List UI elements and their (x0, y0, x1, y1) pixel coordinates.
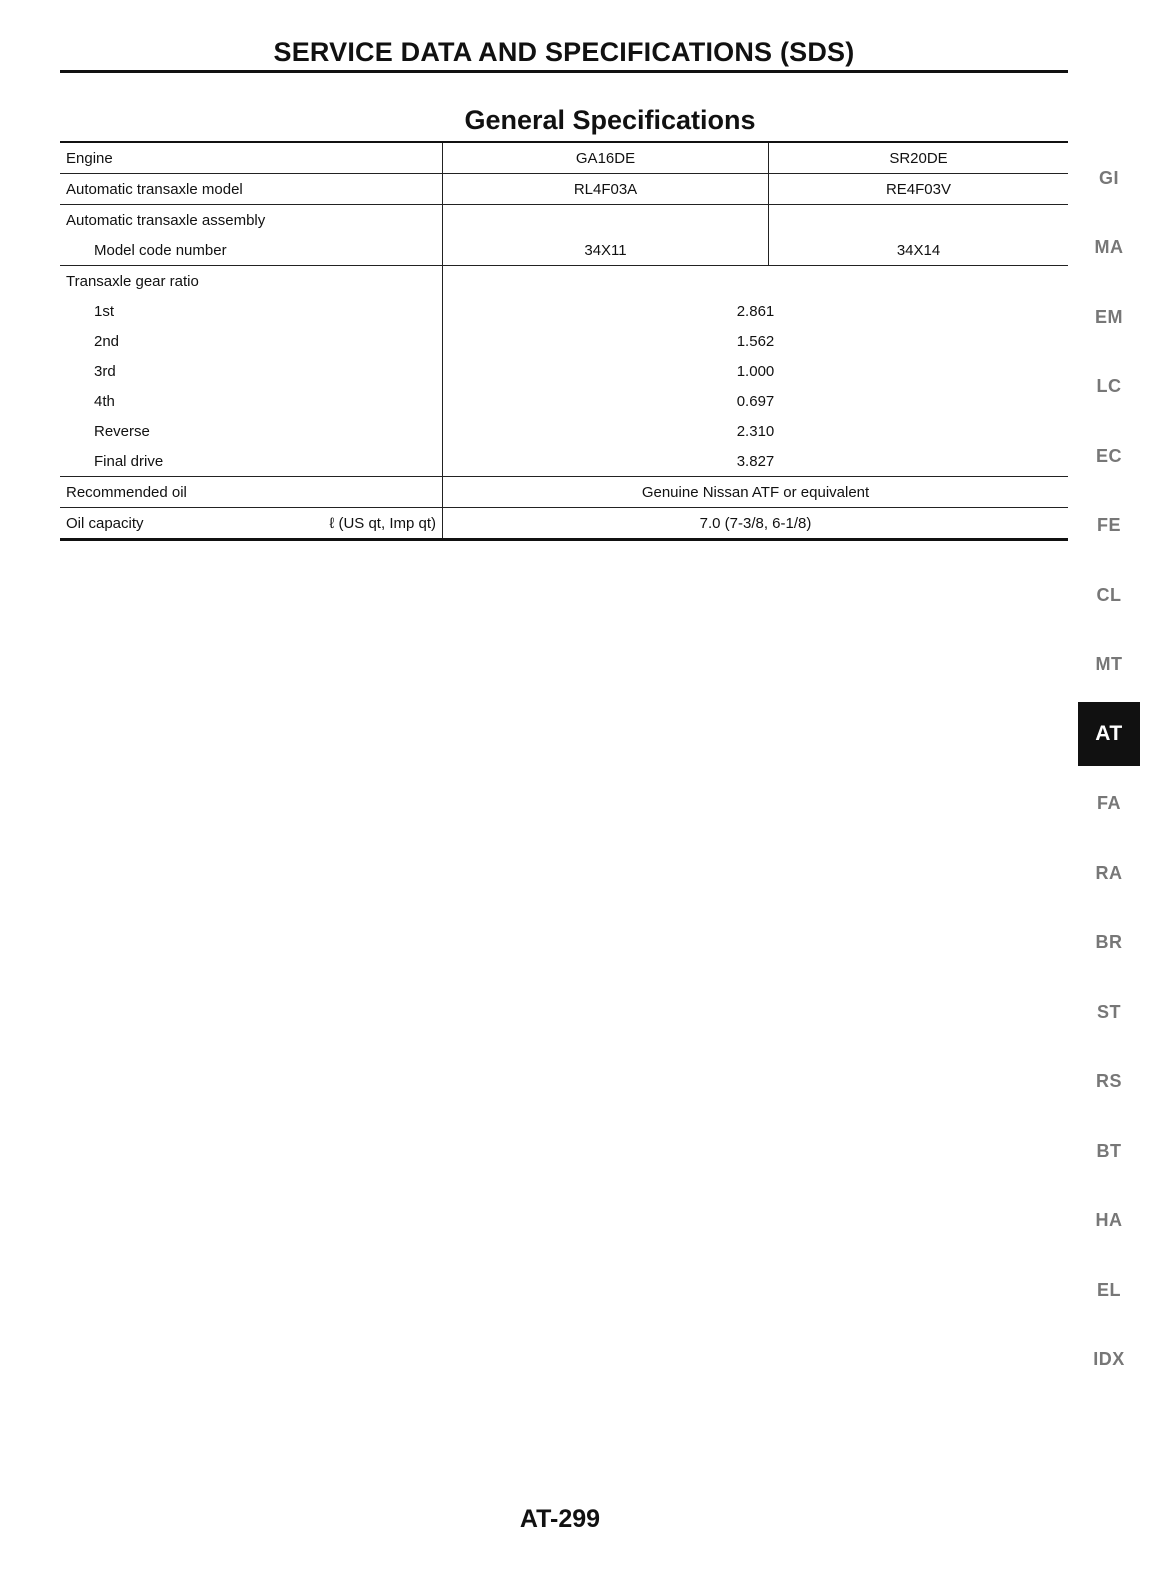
spec-table (60, 141, 1068, 541)
model-value-1: RL4F03A (443, 174, 769, 205)
side-tab-idx[interactable]: IDX (1093, 1349, 1125, 1369)
gear-value: 0.697 (443, 386, 1069, 416)
side-tab-st[interactable]: ST (1096, 1002, 1121, 1022)
gear-value: 2.310 (443, 416, 1069, 446)
gear-label: 1st (94, 302, 115, 320)
side-tab-fa[interactable]: FA (1096, 793, 1121, 813)
page-header: SERVICE DATA AND SPECIFICATIONS (SDS) (273, 37, 855, 67)
engine-value-1: GA16DE (443, 142, 769, 174)
gear-label: Reverse (94, 422, 150, 440)
table-row-code (60, 235, 1068, 266)
capacity-unit: ℓ (US qt, Imp qt) (329, 514, 436, 532)
engine-label: Engine (60, 142, 443, 174)
capacity-label: Oil capacity (66, 514, 144, 532)
table-row-assembly (60, 205, 1068, 236)
table-row-gear (60, 446, 1068, 477)
side-tab-cl[interactable]: CL (1096, 585, 1122, 605)
code-value-2: 34X14 (769, 235, 1069, 266)
side-tab-ec[interactable]: EC (1095, 446, 1122, 466)
table-row-oil (60, 477, 1068, 508)
table-row-capacity (60, 508, 1068, 540)
gear-value: 1.000 (443, 356, 1069, 386)
gear-value: 3.827 (443, 446, 1069, 477)
code-value-1: 34X11 (443, 235, 769, 266)
gear-value: 2.861 (443, 296, 1069, 326)
gear-value: 1.562 (443, 326, 1069, 356)
table-row-gear (60, 296, 1068, 326)
table-row-model (60, 174, 1068, 205)
section-title: General Specifications (464, 105, 756, 135)
gear-ratio-label: Transaxle gear ratio (60, 266, 443, 297)
side-tab-ra[interactable]: RA (1095, 863, 1123, 883)
side-tab-mt[interactable]: MT (1095, 654, 1123, 674)
side-tab-em[interactable]: EM (1095, 307, 1123, 327)
table-row-gear (60, 356, 1068, 386)
side-tab-lc[interactable]: LC (1096, 376, 1122, 396)
assembly-label: Automatic transaxle assembly (60, 205, 443, 236)
side-tab-at[interactable]: AT (1078, 702, 1140, 766)
side-tab-ha[interactable]: HA (1095, 1210, 1123, 1230)
gear-label: Final drive (94, 452, 164, 470)
oil-value: Genuine Nissan ATF or equivalent (443, 477, 1069, 508)
side-tab-bt[interactable]: BT (1096, 1141, 1122, 1161)
side-tab-ma[interactable]: MA (1094, 237, 1124, 257)
table-row-gear-ratio (60, 266, 1068, 297)
table-row-gear (60, 326, 1068, 356)
side-tab-fe[interactable]: FE (1096, 515, 1121, 535)
header-rule (60, 70, 1068, 73)
gear-label: 4th (94, 392, 115, 410)
side-tab-el[interactable]: EL (1096, 1280, 1121, 1300)
capacity-cell (60, 508, 443, 540)
model-label: Automatic transaxle model (60, 174, 443, 205)
table-row-gear (60, 386, 1068, 416)
gear-label: 3rd (94, 362, 116, 380)
model-value-2: RE4F03V (769, 174, 1069, 205)
engine-value-2: SR20DE (769, 142, 1069, 174)
code-label: Model code number (94, 241, 227, 259)
side-tab-gi[interactable]: GI (1098, 168, 1119, 188)
side-tab-br[interactable]: BR (1095, 932, 1123, 952)
gear-label: 2nd (94, 332, 120, 350)
capacity-value: 7.0 (7-3/8, 6-1/8) (443, 508, 1069, 540)
table-row-gear (60, 416, 1068, 446)
table-row-engine (60, 142, 1068, 174)
oil-label: Recommended oil (60, 477, 443, 508)
side-tab-rs[interactable]: RS (1095, 1071, 1122, 1091)
page-number: AT-299 (519, 1505, 601, 1533)
